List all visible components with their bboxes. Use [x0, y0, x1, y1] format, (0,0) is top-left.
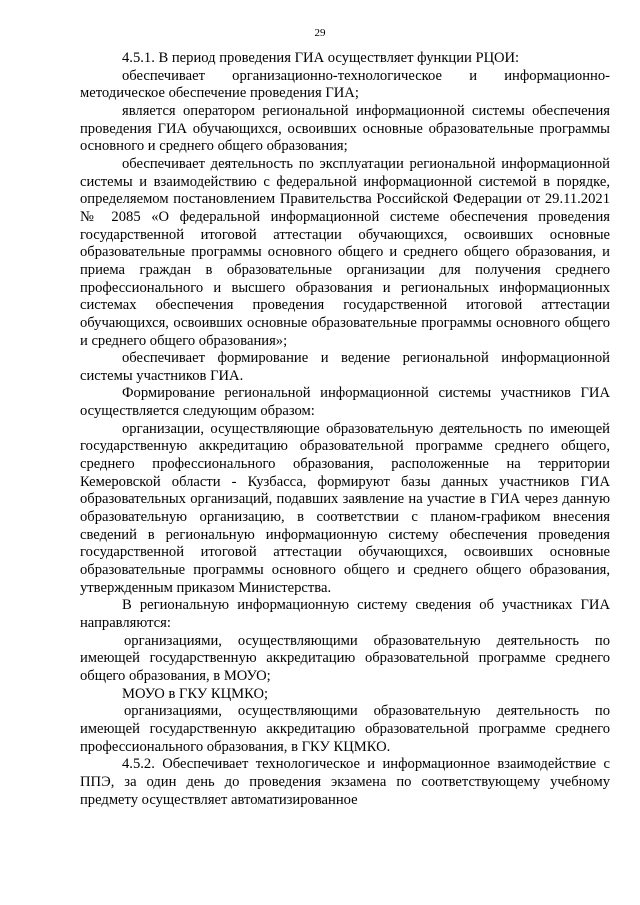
- section-4-5-1-heading: 4.5.1. В период проведения ГИА осуществляет функции РЦОИ:: [122, 50, 520, 66]
- section-4-5-2: 4.5.2. Обеспечивает технологическое и информационное взаимодействие с ППЭ, за один день до проведения экзамена по соответствующему учебному предмету осуществляет автоматизированное: [80, 756, 610, 808]
- paragraph-organizational-support: обеспечивает организационно-технологическое и информационно-методическое обеспечение проведения ГИА;: [80, 67, 610, 102]
- list-item-general-education: организациями, осуществляющими образовательную деятельность по имеющей государственную аккредитацию образовательной программе среднего общего образования, в МОУО;: [80, 632, 610, 684]
- paragraph-information-sent: В региональную информационную систему сведения об участниках ГИА направляются:: [80, 597, 610, 631]
- paragraph-participants-system: обеспечивает формирование и ведение региональной информационной системы участников ГИА.: [80, 350, 610, 384]
- paragraph-formation-intro: Формирование региональной информационной системы участников ГИА осуществляется следующим образом:: [80, 385, 610, 420]
- list-item-professional-education: организациями, осуществляющими образовательную деятельность по имеющей государственную аккредитацию образовательной программе среднего профессионального образования, в ГКУ КЦМКО.: [80, 703, 610, 755]
- page-number: 29: [314, 27, 326, 39]
- paragraph-system-operation: обеспечивает деятельность по эксплуатации региональной информационной системы и взаимодействию с федеральной информационной системой в порядке, определяемом постановлением Правительства Российской Федерации от 29.11.2021 № 2085 «О федеральной информационной системе обеспечения проведения государственной итоговой аттестации обучающихся, освоивших основные образовательные программы основного общего и среднего общего образования, и приема граждан в образовательные организации для получения среднего профессионального и высшего образования и региональных информационных системах обеспечения проведения государственной итоговой аттестации обучающихся, освоивших основные образовательные программы основного общего и среднего общего образования»;: [80, 155, 610, 349]
- document-body: [80, 50, 610, 809]
- list-item-mouo: МОУО в ГКУ КЦМКО;: [122, 685, 269, 702]
- paragraph-organizations-databases: организации, осуществляющие образовательную деятельность по имеющей государственную аккредитацию образовательной программе среднего общего, среднего профессионального образования, расположенные на территории Кемеровской области - Кузбасса, формируют базы данных участников ГИА образовательных организаций, подавших заявление на участие в ГИА через данную образовательную организацию, в соответствии с планом-графиком внесения сведений в региональную информационную систему обеспечения проведения государственной итоговой аттестации обучающихся, освоивших основные образовательные программы основного общего и среднего общего образования, утвержденным приказом Министерства.: [80, 420, 610, 596]
- paragraph-system-operator: является оператором региональной информационной системы обеспечения проведения ГИА обучающихся, освоивших основные образовательные программы основного и среднего общего образования;: [80, 102, 610, 155]
